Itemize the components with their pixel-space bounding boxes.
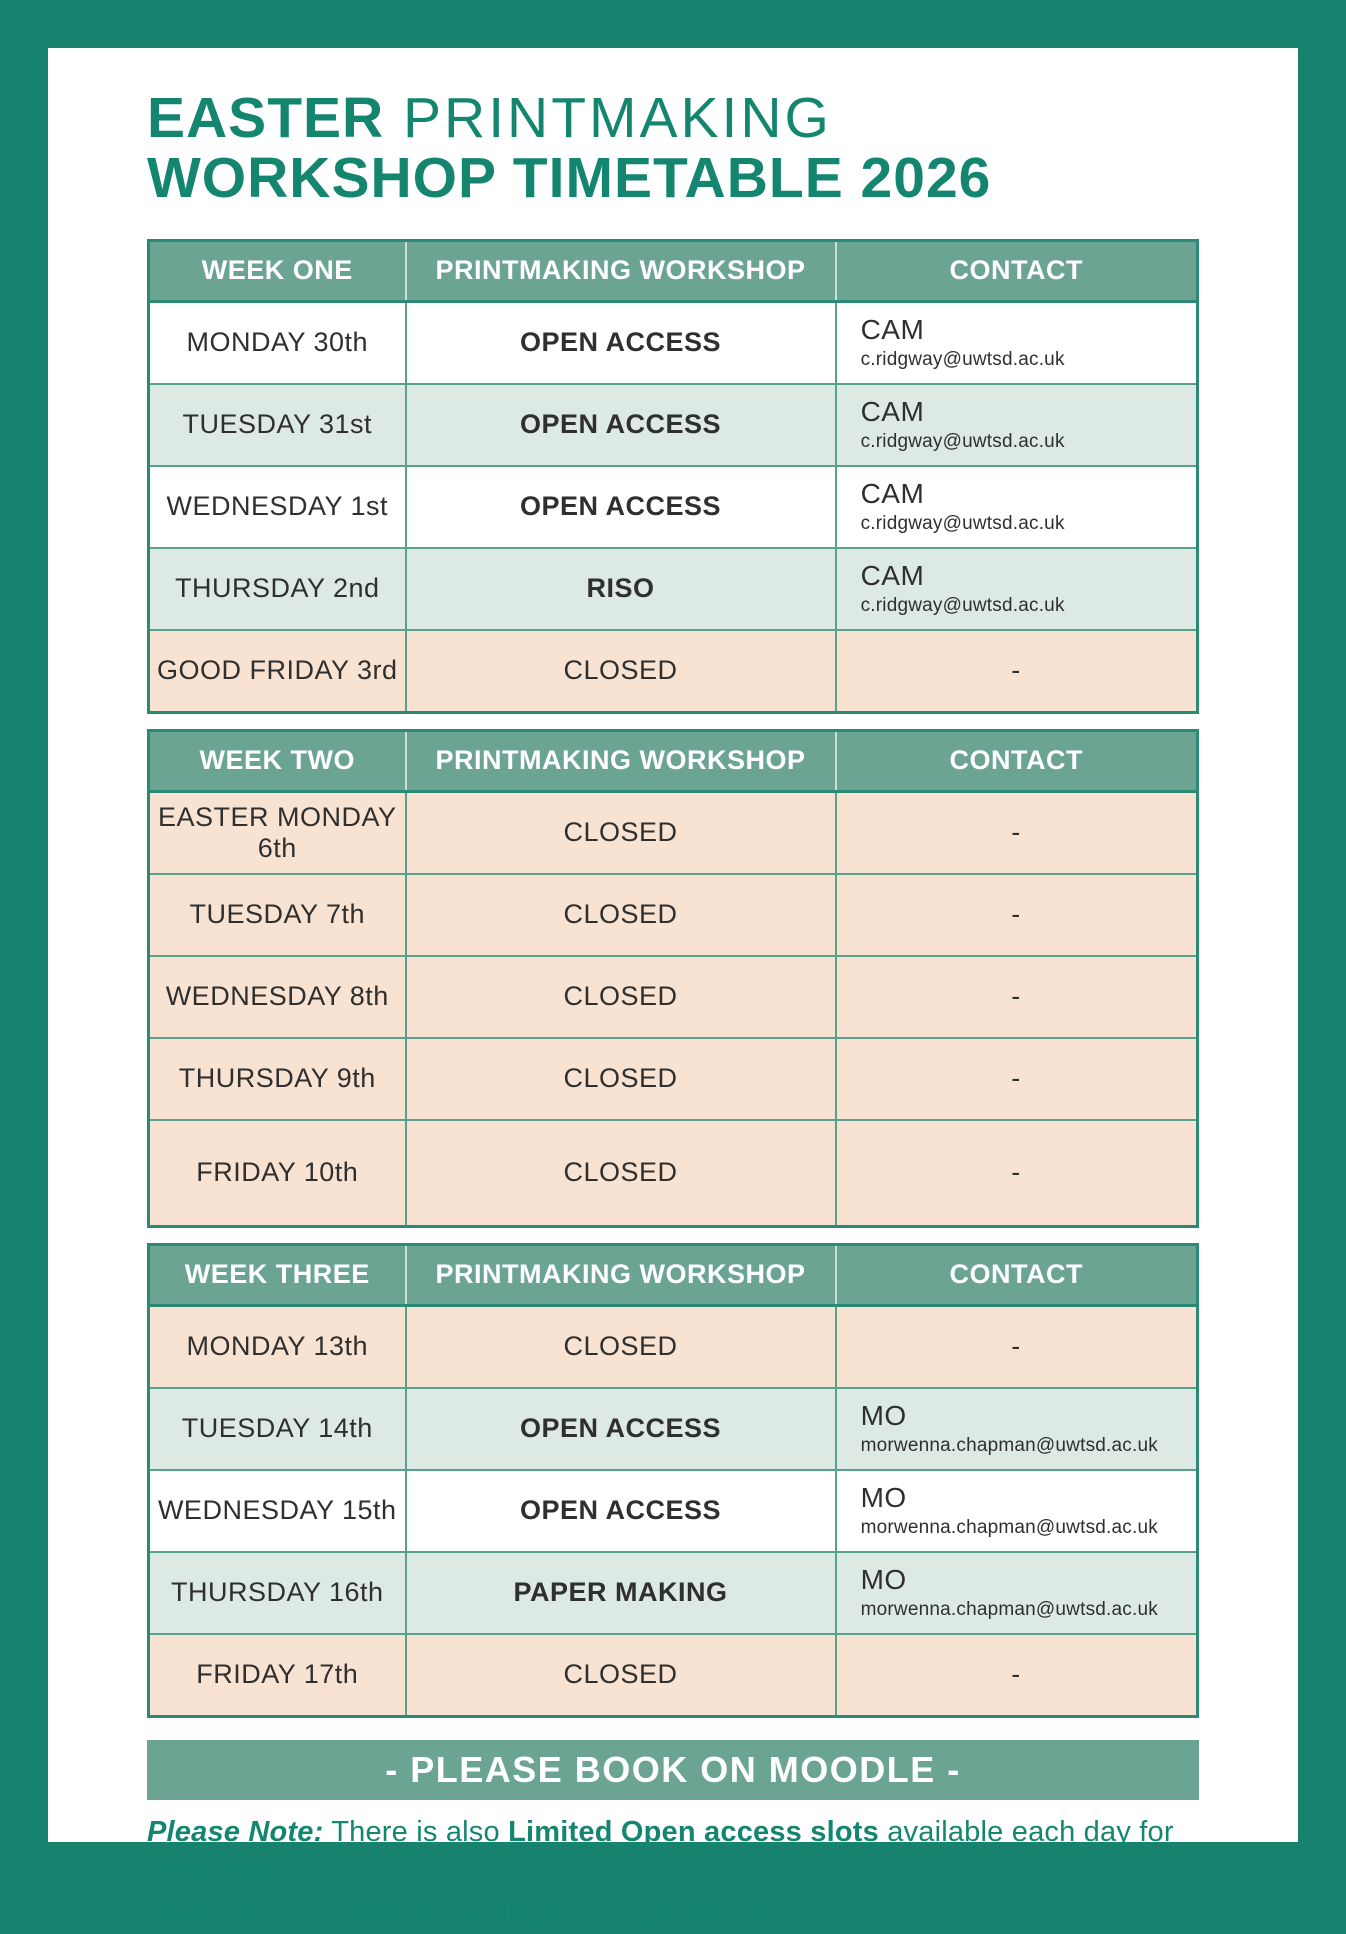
poster-content	[147, 88, 1199, 1934]
contact-name: MO	[860, 1564, 907, 1596]
note-text-2: available each day for those who	[147, 1815, 1174, 1889]
contact-name: MO	[860, 1482, 907, 1514]
page-title	[147, 88, 1199, 209]
contact-cell: -	[836, 1305, 1198, 1388]
week-one-table	[147, 239, 1199, 714]
column-header-contact: CONTACT	[836, 240, 1198, 301]
day-cell: WEDNESDAY 1st	[149, 466, 406, 548]
please-note-text	[147, 1812, 1199, 1934]
day-cell: MONDAY 30th	[149, 301, 406, 384]
day-cell: GOOD FRIDAY 3rd	[149, 630, 406, 713]
table-row	[149, 874, 1198, 956]
day-cell: FRIDAY 17th	[149, 1634, 406, 1717]
day-cell: TUESDAY 7th	[149, 874, 406, 956]
contact-cell	[836, 301, 1198, 384]
workshop-cell: OPEN ACCESS	[406, 301, 836, 384]
workshop-cell: OPEN ACCESS	[406, 384, 836, 466]
day-cell: MONDAY 13th	[149, 1305, 406, 1388]
banner-label: - PLEASE BOOK ON MOODLE -	[385, 1748, 961, 1790]
contact-email: morwenna.chapman@uwtsd.ac.uk	[860, 1517, 1158, 1539]
note-text-3: have had an induction. Available through Moodle.	[147, 1897, 790, 1929]
title-printmaking: PRINTMAKING	[384, 86, 832, 150]
contact-name: CAM	[860, 396, 925, 428]
workshop-cell: CLOSED	[406, 956, 836, 1038]
contact-email: morwenna.chapman@uwtsd.ac.uk	[860, 1435, 1158, 1457]
workshop-cell: CLOSED	[406, 1038, 836, 1120]
day-cell: THURSDAY 16th	[149, 1552, 406, 1634]
contact-cell: -	[836, 791, 1198, 874]
workshop-cell: PAPER MAKING	[406, 1552, 836, 1634]
contact-email: c.ridgway@uwtsd.ac.uk	[860, 595, 1065, 617]
title-easter: EASTER	[147, 86, 385, 150]
week-two-header-row	[149, 730, 1198, 791]
day-cell: THURSDAY 9th	[149, 1038, 406, 1120]
day-cell: THURSDAY 2nd	[149, 548, 406, 630]
contact-cell	[836, 1470, 1198, 1552]
contact-cell: -	[836, 956, 1198, 1038]
contact-name: CAM	[860, 560, 925, 592]
day-cell: EASTER MONDAY 6th	[149, 791, 406, 874]
table-row	[149, 384, 1198, 466]
workshop-cell: CLOSED	[406, 1305, 836, 1388]
contact-cell: -	[836, 1038, 1198, 1120]
contact-name: MO	[860, 1400, 907, 1432]
poster-page	[48, 48, 1298, 1929]
table-row	[149, 1634, 1198, 1717]
note-emphasis: Limited Open access slots	[508, 1815, 879, 1848]
table-row	[149, 1305, 1198, 1388]
workshop-cell: CLOSED	[406, 791, 836, 874]
day-cell: WEDNESDAY 8th	[149, 956, 406, 1038]
table-row	[149, 1470, 1198, 1552]
contact-email: c.ridgway@uwtsd.ac.uk	[860, 513, 1065, 535]
book-on-moodle-banner	[147, 1740, 1199, 1800]
contact-cell: -	[836, 1120, 1198, 1227]
table-row	[149, 301, 1198, 384]
contact-cell	[836, 1388, 1198, 1470]
workshop-cell: RISO	[406, 548, 836, 630]
contact-email: c.ridgway@uwtsd.ac.uk	[860, 349, 1065, 371]
table-row	[149, 956, 1198, 1038]
day-cell: TUESDAY 31st	[149, 384, 406, 466]
column-header-workshop: PRINTMAKING WORKSHOP	[406, 240, 836, 301]
week-three-header-row	[149, 1244, 1198, 1305]
column-header-workshop: PRINTMAKING WORKSHOP	[406, 1244, 836, 1305]
column-header-week: WEEK TWO	[149, 730, 406, 791]
day-cell: FRIDAY 10th	[149, 1120, 406, 1227]
contact-name: CAM	[860, 478, 925, 510]
contact-cell: -	[836, 630, 1198, 713]
column-header-week: WEEK ONE	[149, 240, 406, 301]
table-row	[149, 1038, 1198, 1120]
note-text-1: There is also	[323, 1815, 509, 1848]
day-cell: TUESDAY 14th	[149, 1388, 406, 1470]
title-line-2: WORKSHOP TIMETABLE 2026	[147, 146, 992, 211]
contact-cell	[836, 466, 1198, 548]
workshop-cell: OPEN ACCESS	[406, 1470, 836, 1552]
workshop-cell: OPEN ACCESS	[406, 466, 836, 548]
workshop-cell: CLOSED	[406, 1634, 836, 1717]
contact-cell: -	[836, 1634, 1198, 1717]
contact-cell: -	[836, 874, 1198, 956]
title-line-1	[147, 88, 1199, 148]
contact-name: CAM	[860, 314, 925, 346]
table-row	[149, 1388, 1198, 1470]
column-header-contact: CONTACT	[836, 1244, 1198, 1305]
contact-email: morwenna.chapman@uwtsd.ac.uk	[860, 1599, 1158, 1621]
week-one-header-row	[149, 240, 1198, 301]
workshop-cell: CLOSED	[406, 630, 836, 713]
workshop-cell: CLOSED	[406, 1120, 836, 1227]
contact-cell	[836, 384, 1198, 466]
column-header-contact: CONTACT	[836, 730, 1198, 791]
contact-cell	[836, 548, 1198, 630]
week-three-table	[147, 1243, 1199, 1718]
table-row	[149, 1552, 1198, 1634]
table-row	[149, 548, 1198, 630]
workshop-cell: OPEN ACCESS	[406, 1388, 836, 1470]
workshop-cell: CLOSED	[406, 874, 836, 956]
column-header-week: WEEK THREE	[149, 1244, 406, 1305]
week-two-table	[147, 729, 1199, 1228]
table-row	[149, 466, 1198, 548]
contact-cell	[836, 1552, 1198, 1634]
table-row	[149, 791, 1198, 874]
note-prefix: Please Note:	[147, 1815, 324, 1848]
table-row	[149, 1120, 1198, 1227]
table-row	[149, 630, 1198, 713]
column-header-workshop: PRINTMAKING WORKSHOP	[406, 730, 836, 791]
contact-email: c.ridgway@uwtsd.ac.uk	[860, 431, 1065, 453]
day-cell: WEDNESDAY 15th	[149, 1470, 406, 1552]
